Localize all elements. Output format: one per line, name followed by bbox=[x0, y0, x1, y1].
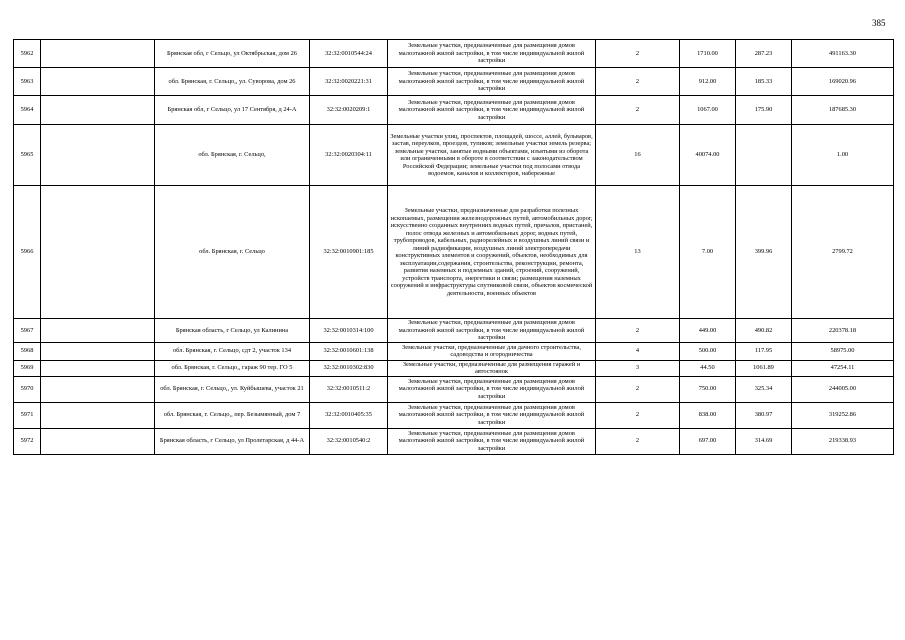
area-cell: 500.00 bbox=[680, 342, 736, 360]
cadastral-value-cell: 219338.93 bbox=[792, 428, 894, 454]
cadastral-number-cell: 32:32:0010601:138 bbox=[310, 342, 388, 360]
cadastral-value-cell: 187685.30 bbox=[792, 96, 894, 125]
specific-value-cell: 1061.89 bbox=[736, 360, 792, 376]
specific-value-cell: 314.69 bbox=[736, 428, 792, 454]
table-row bbox=[14, 342, 894, 360]
row-number-cell: 5967 bbox=[14, 319, 41, 343]
land-use-cell: Земельные участки улиц, проспектов, площадей, шоссе, аллей, бульваров, застав, переулков, проездов, тупиков; земельные участки земель резерва; земельные участки, занятые водными объектами, изъятыми из оборота или ограниченными в обороте в соответствии с законодательством Российской Федерации; земельные участки под полосами отвода водоемов, каналов и коллекторов, набережные bbox=[388, 125, 596, 186]
blank-cell bbox=[41, 376, 155, 402]
table-row bbox=[14, 376, 894, 402]
land-use-cell: Земельные участки, предназначенные для размещения домов малоэтажной жилой застройки, в том числе индивидуальной жилой застройки bbox=[388, 376, 596, 402]
blank-cell bbox=[41, 186, 155, 319]
table-row bbox=[14, 360, 894, 376]
cadastral-number-cell: 32:32:0020304:11 bbox=[310, 125, 388, 186]
area-cell: 7.00 bbox=[680, 186, 736, 319]
area-cell: 912.00 bbox=[680, 68, 736, 96]
cadastral-number-cell: 32:32:0010540:2 bbox=[310, 428, 388, 454]
row-number-cell: 5969 bbox=[14, 360, 41, 376]
cadastral-value-cell: 1.00 bbox=[792, 125, 894, 186]
cadastral-number-cell: 32:32:0010511:2 bbox=[310, 376, 388, 402]
page-number: 385 bbox=[872, 18, 886, 28]
specific-value-cell bbox=[736, 125, 792, 186]
cadastral-value-cell: 244005.00 bbox=[792, 376, 894, 402]
cadastral-value-cell: 58975.00 bbox=[792, 342, 894, 360]
group-code-cell: 2 bbox=[596, 402, 680, 428]
group-code-cell: 2 bbox=[596, 428, 680, 454]
area-cell: 750.00 bbox=[680, 376, 736, 402]
table-row bbox=[14, 68, 894, 96]
specific-value-cell: 490.82 bbox=[736, 319, 792, 343]
group-code-cell: 16 bbox=[596, 125, 680, 186]
area-cell: 40074.00 bbox=[680, 125, 736, 186]
row-number-cell: 5963 bbox=[14, 68, 41, 96]
cadastral-value-cell: 491163.30 bbox=[792, 40, 894, 68]
area-cell: 838.00 bbox=[680, 402, 736, 428]
specific-value-cell: 399.96 bbox=[736, 186, 792, 319]
land-use-cell: Земельные участки, предназначенные для дачного строительства, садоводства и огородничества bbox=[388, 342, 596, 360]
specific-value-cell: 175.90 bbox=[736, 96, 792, 125]
blank-cell bbox=[41, 428, 155, 454]
cadastral-number-cell: 32:32:0010314:100 bbox=[310, 319, 388, 343]
cadastral-value-cell: 220378.18 bbox=[792, 319, 894, 343]
land-use-cell: Земельные участки, предназначенные для размещения домов малоэтажной жилой застройки, в том числе индивидуальной жилой застройки bbox=[388, 428, 596, 454]
area-cell: 449.00 bbox=[680, 319, 736, 343]
area-cell: 1710.00 bbox=[680, 40, 736, 68]
table-row bbox=[14, 186, 894, 319]
group-code-cell: 4 bbox=[596, 342, 680, 360]
row-number-cell: 5970 bbox=[14, 376, 41, 402]
table-row bbox=[14, 40, 894, 68]
cadastral-value-cell: 319252.86 bbox=[792, 402, 894, 428]
address-cell: Брянская область, г Сельцо, ул Калинина bbox=[155, 319, 310, 343]
group-code-cell: 2 bbox=[596, 96, 680, 125]
table-row bbox=[14, 96, 894, 125]
blank-cell bbox=[41, 40, 155, 68]
blank-cell bbox=[41, 402, 155, 428]
blank-cell bbox=[41, 68, 155, 96]
group-code-cell: 2 bbox=[596, 376, 680, 402]
blank-cell bbox=[41, 360, 155, 376]
address-cell: Брянская обл, г Сельцо, ул Октябрьская, дом 26 bbox=[155, 40, 310, 68]
area-cell: 697.00 bbox=[680, 428, 736, 454]
cadastral-value-cell: 169020.96 bbox=[792, 68, 894, 96]
row-number-cell: 5966 bbox=[14, 186, 41, 319]
address-cell: обл. Брянская, г. Сельцо, bbox=[155, 125, 310, 186]
group-code-cell: 3 bbox=[596, 360, 680, 376]
row-number-cell: 5971 bbox=[14, 402, 41, 428]
group-code-cell: 13 bbox=[596, 186, 680, 319]
address-cell: Брянская обл, г Сельцо, ул 17 Сентября, д 24-А bbox=[155, 96, 310, 125]
cadastral-number-cell: 32:32:0020209:1 bbox=[310, 96, 388, 125]
table-row bbox=[14, 319, 894, 343]
address-cell: обл. Брянская, г. Сельцо bbox=[155, 186, 310, 319]
cadastral-number-cell: 32:32:0010405:35 bbox=[310, 402, 388, 428]
specific-value-cell: 287.23 bbox=[736, 40, 792, 68]
cadastral-number-cell: 32:32:0020221:31 bbox=[310, 68, 388, 96]
cadastral-number-cell: 32:32:0010901:185 bbox=[310, 186, 388, 319]
blank-cell bbox=[41, 342, 155, 360]
cadastral-number-cell: 32:32:0010544:24 bbox=[310, 40, 388, 68]
address-cell: обл. Брянская, г. Сельцо,, гараж 90 тер. ГО 5 bbox=[155, 360, 310, 376]
land-use-cell: Земельные участки, предназначенные для размещения гаражей и автостоянок bbox=[388, 360, 596, 376]
specific-value-cell: 325.34 bbox=[736, 376, 792, 402]
address-cell: обл. Брянская, г. Сельцо,, ул. Суворова, дом 26 bbox=[155, 68, 310, 96]
blank-cell bbox=[41, 96, 155, 125]
cadastral-number-cell: 32:32:0010302:830 bbox=[310, 360, 388, 376]
specific-value-cell: 380.97 bbox=[736, 402, 792, 428]
land-use-cell: Земельные участки, предназначенные для размещения домов малоэтажной жилой застройки, в том числе индивидуальной жилой застройки bbox=[388, 96, 596, 125]
area-cell: 1067.00 bbox=[680, 96, 736, 125]
row-number-cell: 5962 bbox=[14, 40, 41, 68]
table-row bbox=[14, 402, 894, 428]
cadastral-value-table bbox=[13, 39, 894, 455]
address-cell: Брянская область, г Сельцо, ул Пролетарская, д 44-А bbox=[155, 428, 310, 454]
cadastral-value-cell: 2799.72 bbox=[792, 186, 894, 319]
cadastral-value-cell: 47254.11 bbox=[792, 360, 894, 376]
area-cell: 44.50 bbox=[680, 360, 736, 376]
row-number-cell: 5972 bbox=[14, 428, 41, 454]
group-code-cell: 2 bbox=[596, 68, 680, 96]
land-use-cell: Земельные участки, предназначенные для размещения домов малоэтажной жилой застройки, в том числе индивидуальной жилой застройки bbox=[388, 319, 596, 343]
specific-value-cell: 185.33 bbox=[736, 68, 792, 96]
blank-cell bbox=[41, 319, 155, 343]
land-use-cell: Земельные участки, предназначенные для размещения домов малоэтажной жилой застройки, в том числе индивидуальной жилой застройки bbox=[388, 402, 596, 428]
group-code-cell: 2 bbox=[596, 319, 680, 343]
land-use-cell: Земельные участки, предназначенные для размещения домов малоэтажной жилой застройки, в том числе индивидуальной жилой застройки bbox=[388, 68, 596, 96]
row-number-cell: 5964 bbox=[14, 96, 41, 125]
specific-value-cell: 117.95 bbox=[736, 342, 792, 360]
address-cell: обл. Брянская, г. Сельцо,, ул. Куйбышева, участок 21 bbox=[155, 376, 310, 402]
table-row bbox=[14, 125, 894, 186]
row-number-cell: 5965 bbox=[14, 125, 41, 186]
table-row bbox=[14, 428, 894, 454]
land-use-cell: Земельные участки, предназначенные для размещения домов малоэтажной жилой застройки, в том числе индивидуальной жилой застройки bbox=[388, 40, 596, 68]
land-use-cell: Земельные участки, предназначенные для разработки полезных ископаемых, размещения железнодорожных путей, автомобильных дорог, искусственно созданных внутренних водных путей, причалов, пристаней, полос отвода железных и автомобильных дорог, водных путей, трубопроводов, кабельных, радиорелейных и воздушных линий связи и линий радиофикации, воздушных линий электропередачи конструктивных элементов и сооружений, объектов, необходимых для эксплуатации,содержания, строительства, реконструкции, ремонта, развития наземных и подземных зданий, строений, сооружений, устройств транспорта, энергетики и связи; размещения наземных сооружений и инфраструктуры спутниковой связи, объектов космической деятельности, военных объектов bbox=[388, 186, 596, 319]
row-number-cell: 5968 bbox=[14, 342, 41, 360]
address-cell: обл. Брянская, г. Сельцо, сдт 2, участок 134 bbox=[155, 342, 310, 360]
group-code-cell: 2 bbox=[596, 40, 680, 68]
address-cell: обл. Брянская, г. Сельцо,, пер. Безымянный, дом 7 bbox=[155, 402, 310, 428]
blank-cell bbox=[41, 125, 155, 186]
